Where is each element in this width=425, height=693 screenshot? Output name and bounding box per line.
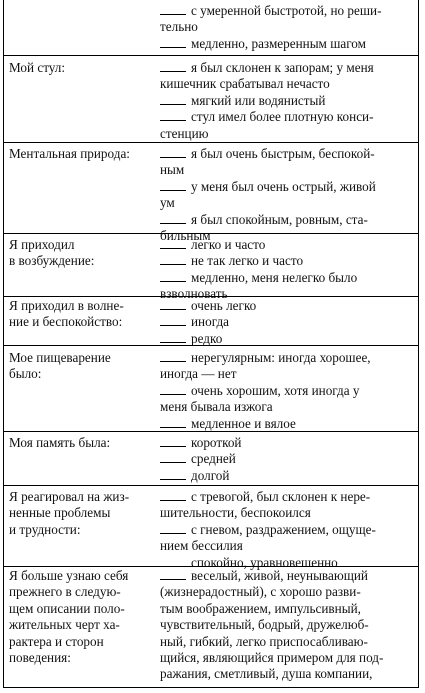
answer-blank[interactable]: [160, 270, 186, 282]
section-label: Мое пищеварение было:: [9, 350, 111, 382]
option-row[interactable]: [160, 435, 418, 451]
section-divider: [4, 431, 418, 432]
option-row[interactable]: [160, 468, 418, 484]
option-text: спокойно, уравновешенно: [191, 554, 338, 570]
answer-blank[interactable]: [160, 109, 186, 121]
answer-blank[interactable]: [160, 179, 186, 191]
answer-blank[interactable]: [160, 237, 186, 249]
section-divider: [4, 566, 418, 567]
section-label: Я реагировал на жиз- ненные проблемы и трудности:: [9, 489, 130, 537]
option-text: редко: [191, 330, 223, 346]
section-options: [160, 60, 418, 142]
section-options: [160, 568, 418, 683]
option-row[interactable]: [160, 36, 418, 52]
section-options: [160, 489, 418, 571]
answer-blank[interactable]: [160, 435, 186, 447]
option-row[interactable]: [160, 93, 418, 109]
option-text: я был очень быстрым, беспокой- ным: [160, 146, 375, 178]
section-divider: [4, 485, 418, 486]
section-divider: [4, 233, 418, 234]
answer-blank[interactable]: [160, 253, 186, 265]
answer-blank[interactable]: [160, 568, 186, 580]
section-options: [160, 146, 418, 244]
option-row[interactable]: [160, 416, 418, 432]
option-text: короткой: [191, 435, 242, 450]
option-row[interactable]: [160, 383, 418, 416]
option-row[interactable]: [160, 522, 418, 555]
answer-blank[interactable]: [160, 60, 186, 72]
answer-blank[interactable]: [160, 416, 186, 428]
option-text: я был склонен к запорам; у меня кишечник срабатывал нечасто: [160, 60, 374, 92]
option-row[interactable]: [160, 253, 418, 269]
option-text: нерегулярным: иногда хорошее, иногда — нет: [160, 350, 371, 382]
answer-blank[interactable]: [160, 314, 186, 326]
option-row[interactable]: [160, 350, 418, 383]
section-label: Я приходил в возбуждение:: [9, 237, 95, 269]
option-row[interactable]: [160, 60, 418, 93]
option-text: у меня был очень острый, живой ум: [160, 178, 376, 211]
section-label: Мой стул:: [9, 60, 66, 75]
option-text: медленное и вялое: [191, 415, 296, 431]
section-options: [160, 435, 418, 484]
section-options: [160, 237, 418, 303]
option-text: с тревогой, был склонен к нере- шительности, беспокоился: [160, 489, 371, 521]
answer-blank[interactable]: [160, 489, 186, 501]
answer-blank[interactable]: [160, 522, 186, 534]
section-divider: [4, 55, 418, 56]
option-text: средней: [191, 451, 236, 467]
answer-blank[interactable]: [160, 36, 186, 48]
option-text: иногда: [191, 314, 230, 330]
option-text: с гневом, раздражением, ощуще- нием бессилия: [160, 521, 376, 554]
option-row[interactable]: [160, 451, 418, 467]
option-text: легко и часто: [191, 237, 266, 252]
section-options: [160, 350, 418, 432]
section-options: [160, 3, 418, 52]
section-label: Моя память была:: [9, 435, 111, 450]
option-row[interactable]: [160, 179, 418, 212]
answer-blank[interactable]: [160, 212, 186, 224]
section-options: [160, 298, 418, 347]
option-text: медленно, меня нелегко было взволновать: [160, 269, 358, 302]
option-text: очень хорошим, хотя иногда у меня бывала изжога: [160, 382, 360, 415]
section-label: Ментальная природа:: [9, 146, 130, 161]
answer-blank[interactable]: [160, 3, 186, 15]
option-row[interactable]: [160, 237, 418, 253]
option-text: я был спокойным, ровным, ста- бильным: [160, 211, 368, 244]
answer-blank[interactable]: [160, 146, 186, 158]
option-text: с умеренной быстротой, но реши- тельно: [160, 3, 382, 35]
option-row[interactable]: [160, 3, 418, 36]
answer-blank[interactable]: [160, 451, 186, 463]
answer-blank[interactable]: [160, 468, 186, 480]
questionnaire-table: [3, 0, 419, 688]
answer-blank[interactable]: [160, 383, 186, 395]
option-text: мягкий или водянистый: [191, 92, 326, 108]
option-row[interactable]: [160, 314, 418, 330]
option-row[interactable]: [160, 489, 418, 522]
answer-blank[interactable]: [160, 298, 186, 310]
option-text: очень легко: [191, 298, 257, 313]
option-text: долгой: [191, 467, 230, 483]
section-divider: [4, 142, 418, 143]
option-text: веселый, живой, неунывающий (жизнерадостный), с хорошо разви- тым воображением, импульсивный, чувствительный, бодрый, дружелюб- ный, гибкий, легко приспосабливаю- щийся, являющийся примером для под- ражания, сметливый, душа компании,: [160, 568, 384, 682]
option-text: не так легко и часто: [191, 253, 304, 269]
answer-blank[interactable]: [160, 93, 186, 105]
option-row[interactable]: [160, 568, 418, 683]
option-row[interactable]: [160, 298, 418, 314]
section-divider: [4, 345, 418, 346]
answer-blank[interactable]: [160, 555, 186, 567]
section-label: Я приходил в волне- ние и беспокойство:: [9, 298, 124, 330]
answer-blank[interactable]: [160, 350, 186, 362]
option-row[interactable]: [160, 109, 418, 142]
section-divider: [4, 296, 418, 297]
answer-blank[interactable]: [160, 331, 186, 343]
option-text: медленно, размеренным шагом: [191, 35, 366, 51]
option-row[interactable]: [160, 146, 418, 179]
section-label: Я больше узнаю себя прежнего в следую- щем описании поло- жительных черт ха- рактера и сторон поведения:: [9, 568, 129, 666]
option-text: стул имел более плотную конси- стенцию: [160, 109, 374, 141]
